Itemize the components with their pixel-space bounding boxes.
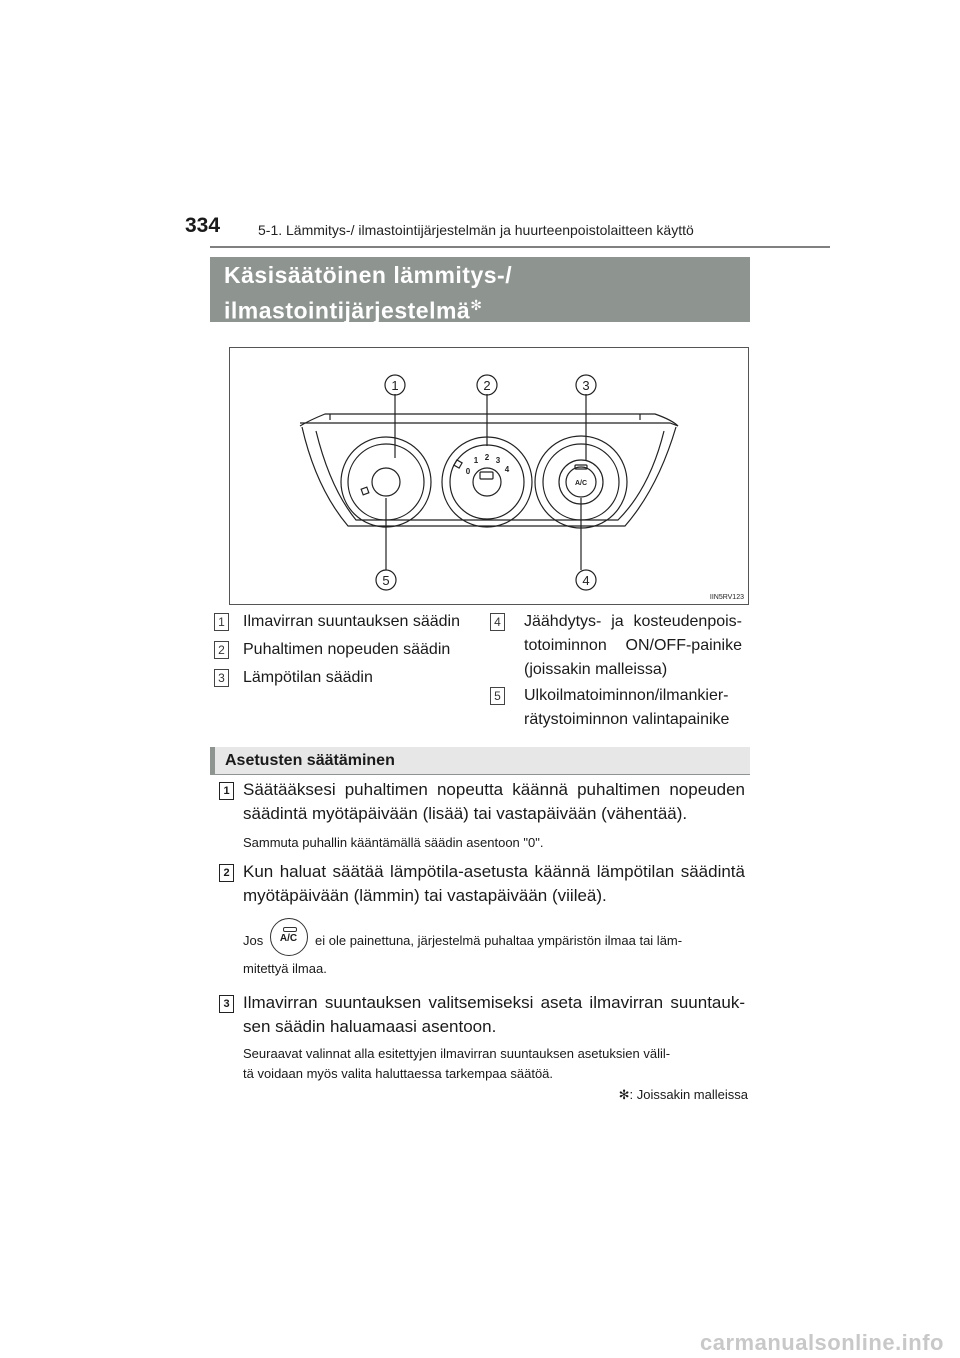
ac-indicator-icon (283, 927, 297, 932)
fan-scale-3: 3 (495, 456, 501, 465)
legend-text: Puhaltimen nopeuden säädin (243, 641, 451, 658)
legend-text-line: totoiminnon ON/OFF-painike (524, 637, 742, 654)
step-number: 1 (219, 782, 234, 800)
legend-number: 2 (214, 641, 229, 659)
step-3-line-2: sen säädin haluamaasi asentoon. (243, 1017, 497, 1036)
fan-scale-4: 4 (504, 465, 510, 474)
legend-number: 4 (490, 613, 505, 631)
step-2-line-2: myötäpäivään (lämmin) tai vastapäivään (viileä). (243, 886, 607, 905)
legend-text-line: Jäähdytys- ja kosteudenpois- (524, 613, 742, 630)
watermark: carmanualsonline.info (700, 1330, 944, 1355)
ac-icon-label: A/C (279, 933, 298, 944)
header-rule (210, 246, 830, 248)
step-number: 3 (219, 995, 234, 1013)
legend-number: 3 (214, 669, 229, 687)
footnote: ✻: Joissakin malleissa (618, 1087, 748, 1102)
step-3-line-1: Ilmavirran suuntauksen valitsemiseksi aseta ilmavirran suuntauk- (243, 993, 745, 1012)
callout-2: 2 (483, 378, 491, 393)
legend-text: Lämpötilan säädin (243, 669, 373, 686)
title-line-1: Käsisäätöinen lämmitys-/ (224, 262, 513, 288)
title-line-2: ilmastointijärjestelmä✻ (224, 297, 483, 324)
step-number: 2 (219, 864, 234, 882)
running-head: 5-1. Lämmitys-/ ilmastointijärjestelmän ja huurteenpoistolaitteen käyttö (258, 222, 694, 238)
control-panel-illustration (230, 348, 750, 606)
step-2-note-rest: ei ole painettuna, järjestelmä puhaltaa ympäristön ilmaa tai läm- (315, 933, 683, 948)
step-1-line-1: Säätääksesi puhaltimen nopeutta käännä puhaltimen nopeuden (243, 780, 745, 799)
step-1-note: Sammuta puhallin kääntämällä säädin asentoon "0". (243, 835, 544, 850)
figure-code: IIN5RV123 (709, 594, 744, 601)
legend-text-line: rätystoiminnon valintapainike (524, 711, 730, 728)
fan-scale-0: 0 (465, 467, 471, 476)
asterisk-mark: ✻ (470, 297, 483, 313)
fan-scale-2: 2 (484, 453, 490, 462)
callout-4: 4 (582, 573, 590, 588)
legend-text: Ilmavirran suuntauksen säädin (243, 613, 461, 630)
section-heading: Asetusten säätäminen (210, 747, 750, 775)
step-1-line-2: säädintä myötäpäivään (lisää) tai vastapäivään (vähentää). (243, 804, 688, 823)
page-number: 334 (185, 214, 221, 237)
step-2-line-1: Kun haluat säätää lämpötila-asetusta käännä lämpötilan säädintä (243, 862, 745, 881)
callout-5: 5 (382, 573, 390, 588)
legend-text-line: (joissakin malleissa) (524, 661, 668, 678)
ac-button-icon (270, 918, 308, 956)
section-title-band (210, 257, 750, 322)
ac-button-label: A/C (574, 480, 588, 487)
step-3-note-line-2: tä voidaan myös valita haluttaessa tarkempaa säätöä. (243, 1066, 554, 1081)
legend-number: 1 (214, 613, 229, 631)
step-2-note-line-2: mitettyä ilmaa. (243, 961, 327, 976)
control-panel-figure (229, 347, 749, 605)
fan-scale-1: 1 (473, 456, 479, 465)
step-3-note-line-1: Seuraavat valinnat alla esitettyjen ilmavirran suuntauksen asetuksien välil- (243, 1046, 671, 1061)
callout-1: 1 (391, 378, 399, 393)
legend-number: 5 (490, 687, 505, 705)
legend-text-line: Ulkoilmatoiminnon/ilmankier- (524, 687, 729, 704)
callout-3: 3 (582, 378, 590, 393)
step-2-note-start: Jos (243, 933, 264, 948)
